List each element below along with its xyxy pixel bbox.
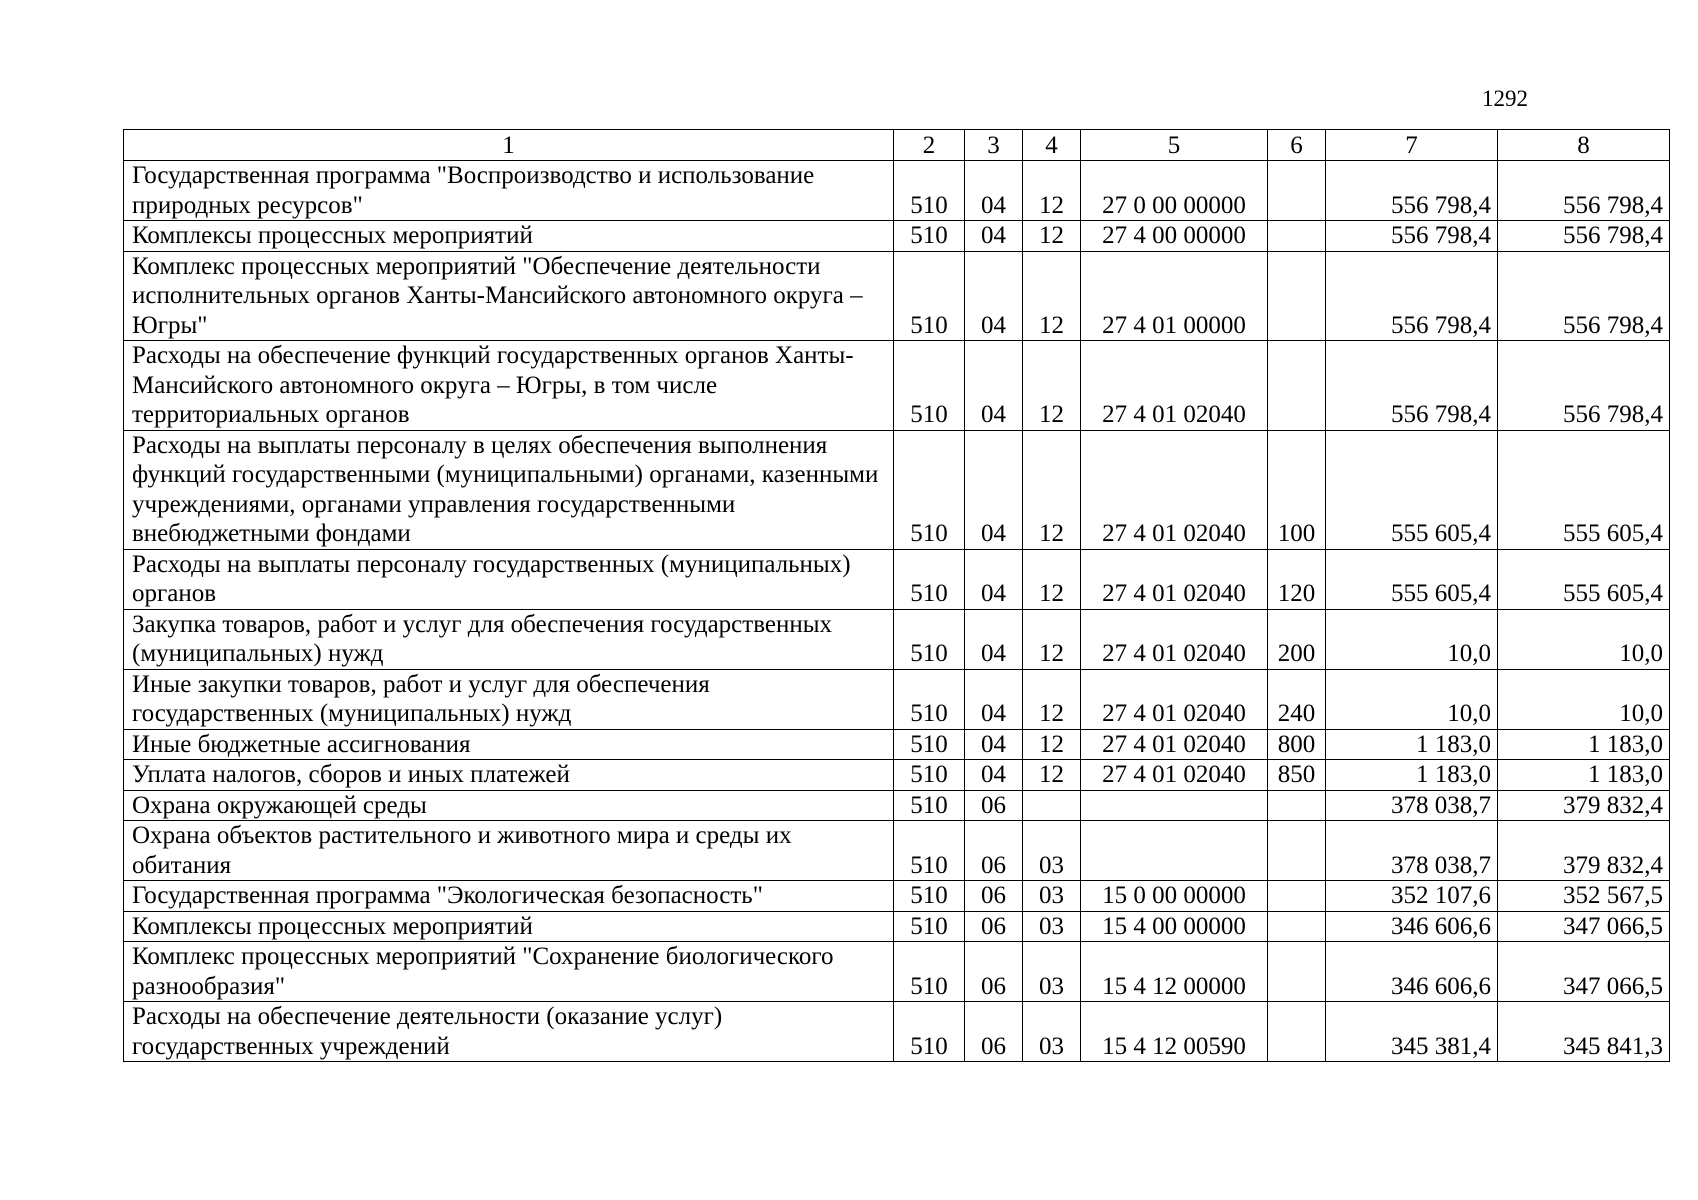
amount-cell-8: 556 798,4 bbox=[1498, 251, 1670, 341]
amount-cell-8: 1 183,0 bbox=[1498, 729, 1670, 760]
table-row bbox=[124, 942, 1670, 1002]
code-cell-5: 15 0 00 00000 bbox=[1081, 881, 1268, 912]
amount-cell-8: 347 066,5 bbox=[1498, 911, 1670, 942]
code-cell-4: 12 bbox=[1023, 609, 1081, 669]
row-name-cell: Государственная программа "Воспроизводство и использование природных ресурсов" bbox=[124, 161, 894, 221]
code-cell-3: 06 bbox=[965, 1002, 1023, 1062]
code-cell-3: 06 bbox=[965, 821, 1023, 881]
code-cell-3: 04 bbox=[965, 161, 1023, 221]
code-cell-5: 27 0 00 00000 bbox=[1081, 161, 1268, 221]
amount-cell-7: 10,0 bbox=[1326, 669, 1498, 729]
amount-cell-8: 379 832,4 bbox=[1498, 790, 1670, 821]
amount-cell-8: 1 183,0 bbox=[1498, 760, 1670, 791]
code-cell-2: 510 bbox=[894, 881, 965, 912]
row-name-cell: Охрана объектов растительного и животного мира и среды их обитания bbox=[124, 821, 894, 881]
amount-cell-7: 345 381,4 bbox=[1326, 1002, 1498, 1062]
code-cell-4: 12 bbox=[1023, 430, 1081, 549]
code-cell-2: 510 bbox=[894, 549, 965, 609]
table-row bbox=[124, 911, 1670, 942]
code-cell-5 bbox=[1081, 790, 1268, 821]
code-cell-5: 15 4 12 00000 bbox=[1081, 942, 1268, 1002]
amount-cell-7: 1 183,0 bbox=[1326, 760, 1498, 791]
code-cell-5: 27 4 01 02040 bbox=[1081, 669, 1268, 729]
code-cell-5: 15 4 00 00000 bbox=[1081, 911, 1268, 942]
header-cell-7: 7 bbox=[1326, 130, 1498, 161]
code-cell-3: 04 bbox=[965, 221, 1023, 252]
header-cell-5: 5 bbox=[1081, 130, 1268, 161]
code-cell-6 bbox=[1268, 1002, 1326, 1062]
code-cell-6: 800 bbox=[1268, 729, 1326, 760]
amount-cell-8: 556 798,4 bbox=[1498, 341, 1670, 431]
code-cell-3: 04 bbox=[965, 760, 1023, 791]
table-row bbox=[124, 161, 1670, 221]
row-name-cell: Закупка товаров, работ и услуг для обеспечения государственных (муниципальных) нужд bbox=[124, 609, 894, 669]
header-cell-6: 6 bbox=[1268, 130, 1326, 161]
amount-cell-7: 555 605,4 bbox=[1326, 430, 1498, 549]
code-cell-3: 06 bbox=[965, 942, 1023, 1002]
code-cell-2: 510 bbox=[894, 1002, 965, 1062]
amount-cell-7: 10,0 bbox=[1326, 609, 1498, 669]
amount-cell-7: 378 038,7 bbox=[1326, 790, 1498, 821]
row-name-cell: Иные закупки товаров, работ и услуг для обеспечения государственных (муниципальных) нужд bbox=[124, 669, 894, 729]
code-cell-4: 12 bbox=[1023, 669, 1081, 729]
code-cell-2: 510 bbox=[894, 430, 965, 549]
code-cell-4: 12 bbox=[1023, 341, 1081, 431]
code-cell-4: 03 bbox=[1023, 821, 1081, 881]
code-cell-6: 100 bbox=[1268, 430, 1326, 549]
code-cell-6 bbox=[1268, 942, 1326, 1002]
amount-cell-7: 346 606,6 bbox=[1326, 942, 1498, 1002]
code-cell-6 bbox=[1268, 161, 1326, 221]
code-cell-4: 03 bbox=[1023, 881, 1081, 912]
code-cell-4 bbox=[1023, 790, 1081, 821]
table-row bbox=[124, 221, 1670, 252]
code-cell-3: 04 bbox=[965, 341, 1023, 431]
amount-cell-8: 379 832,4 bbox=[1498, 821, 1670, 881]
header-cell-2: 2 bbox=[894, 130, 965, 161]
amount-cell-8: 556 798,4 bbox=[1498, 161, 1670, 221]
code-cell-6 bbox=[1268, 881, 1326, 912]
code-cell-5: 27 4 01 02040 bbox=[1081, 430, 1268, 549]
code-cell-6 bbox=[1268, 251, 1326, 341]
code-cell-4: 12 bbox=[1023, 221, 1081, 252]
row-name-cell: Комплекс процессных мероприятий "Обеспечение деятельности исполнительных органов Ханты-Мансийского автономного округа – Югры" bbox=[124, 251, 894, 341]
code-cell-2: 510 bbox=[894, 669, 965, 729]
table-row bbox=[124, 430, 1670, 549]
row-name-cell: Иные бюджетные ассигнования bbox=[124, 729, 894, 760]
table-row bbox=[124, 729, 1670, 760]
page-number: 1292 bbox=[1482, 86, 1528, 111]
code-cell-3: 06 bbox=[965, 881, 1023, 912]
row-name-cell: Расходы на выплаты персоналу в целях обеспечения выполнения функций государственными (муниципальными) органами, казенными учреждениями, органами управления государственными внебюджетными фондами bbox=[124, 430, 894, 549]
header-row bbox=[124, 130, 1670, 161]
code-cell-6 bbox=[1268, 790, 1326, 821]
amount-cell-7: 1 183,0 bbox=[1326, 729, 1498, 760]
header-cell-1: 1 bbox=[124, 130, 894, 161]
row-name-cell: Охрана окружающей среды bbox=[124, 790, 894, 821]
amount-cell-8: 345 841,3 bbox=[1498, 1002, 1670, 1062]
row-name-cell: Государственная программа "Экологическая безопасность" bbox=[124, 881, 894, 912]
amount-cell-8: 347 066,5 bbox=[1498, 942, 1670, 1002]
code-cell-3: 06 bbox=[965, 790, 1023, 821]
code-cell-4: 03 bbox=[1023, 911, 1081, 942]
table-row bbox=[124, 609, 1670, 669]
row-name-cell: Уплата налогов, сборов и иных платежей bbox=[124, 760, 894, 791]
code-cell-6: 200 bbox=[1268, 609, 1326, 669]
code-cell-5: 27 4 01 02040 bbox=[1081, 549, 1268, 609]
code-cell-3: 06 bbox=[965, 911, 1023, 942]
amount-cell-7: 352 107,6 bbox=[1326, 881, 1498, 912]
code-cell-5: 27 4 00 00000 bbox=[1081, 221, 1268, 252]
code-cell-5: 27 4 01 02040 bbox=[1081, 609, 1268, 669]
code-cell-2: 510 bbox=[894, 221, 965, 252]
table-row bbox=[124, 549, 1670, 609]
code-cell-6 bbox=[1268, 911, 1326, 942]
code-cell-3: 04 bbox=[965, 251, 1023, 341]
code-cell-5: 27 4 01 02040 bbox=[1081, 341, 1268, 431]
table-row bbox=[124, 881, 1670, 912]
code-cell-2: 510 bbox=[894, 729, 965, 760]
code-cell-4: 03 bbox=[1023, 942, 1081, 1002]
code-cell-2: 510 bbox=[894, 911, 965, 942]
code-cell-6: 120 bbox=[1268, 549, 1326, 609]
amount-cell-8: 10,0 bbox=[1498, 669, 1670, 729]
header-cell-4: 4 bbox=[1023, 130, 1081, 161]
header-cell-3: 3 bbox=[965, 130, 1023, 161]
code-cell-5: 27 4 01 02040 bbox=[1081, 760, 1268, 791]
code-cell-4: 12 bbox=[1023, 729, 1081, 760]
code-cell-4: 12 bbox=[1023, 760, 1081, 791]
code-cell-6 bbox=[1268, 341, 1326, 431]
code-cell-3: 04 bbox=[965, 669, 1023, 729]
table-row bbox=[124, 790, 1670, 821]
amount-cell-7: 378 038,7 bbox=[1326, 821, 1498, 881]
code-cell-2: 510 bbox=[894, 942, 965, 1002]
code-cell-6 bbox=[1268, 821, 1326, 881]
code-cell-3: 04 bbox=[965, 549, 1023, 609]
code-cell-2: 510 bbox=[894, 790, 965, 821]
code-cell-2: 510 bbox=[894, 609, 965, 669]
code-cell-5: 15 4 12 00590 bbox=[1081, 1002, 1268, 1062]
code-cell-5 bbox=[1081, 821, 1268, 881]
code-cell-5: 27 4 01 00000 bbox=[1081, 251, 1268, 341]
code-cell-3: 04 bbox=[965, 430, 1023, 549]
code-cell-2: 510 bbox=[894, 161, 965, 221]
code-cell-4: 03 bbox=[1023, 1002, 1081, 1062]
amount-cell-7: 555 605,4 bbox=[1326, 549, 1498, 609]
amount-cell-7: 556 798,4 bbox=[1326, 341, 1498, 431]
code-cell-2: 510 bbox=[894, 341, 965, 431]
header-cell-8: 8 bbox=[1498, 130, 1670, 161]
code-cell-6: 240 bbox=[1268, 669, 1326, 729]
amount-cell-8: 555 605,4 bbox=[1498, 549, 1670, 609]
row-name-cell: Расходы на обеспечение функций государственных органов Ханты-Мансийского автономного округа – Югры, в том числе территориальных органов bbox=[124, 341, 894, 431]
table-row bbox=[124, 251, 1670, 341]
row-name-cell: Расходы на выплаты персоналу государственных (муниципальных) органов bbox=[124, 549, 894, 609]
code-cell-4: 12 bbox=[1023, 161, 1081, 221]
code-cell-3: 04 bbox=[965, 609, 1023, 669]
row-name-cell: Комплексы процессных мероприятий bbox=[124, 911, 894, 942]
code-cell-3: 04 bbox=[965, 729, 1023, 760]
row-name-cell: Комплексы процессных мероприятий bbox=[124, 221, 894, 252]
amount-cell-7: 346 606,6 bbox=[1326, 911, 1498, 942]
table-body bbox=[124, 130, 1670, 1062]
amount-cell-8: 10,0 bbox=[1498, 609, 1670, 669]
table-row bbox=[124, 669, 1670, 729]
code-cell-6 bbox=[1268, 221, 1326, 252]
table-row bbox=[124, 760, 1670, 791]
table-row bbox=[124, 341, 1670, 431]
code-cell-2: 510 bbox=[894, 251, 965, 341]
amount-cell-8: 352 567,5 bbox=[1498, 881, 1670, 912]
amount-cell-7: 556 798,4 bbox=[1326, 221, 1498, 252]
table-row bbox=[124, 1002, 1670, 1062]
code-cell-4: 12 bbox=[1023, 251, 1081, 341]
code-cell-2: 510 bbox=[894, 760, 965, 791]
table-row bbox=[124, 821, 1670, 881]
code-cell-5: 27 4 01 02040 bbox=[1081, 729, 1268, 760]
code-cell-2: 510 bbox=[894, 821, 965, 881]
amount-cell-8: 556 798,4 bbox=[1498, 221, 1670, 252]
code-cell-4: 12 bbox=[1023, 549, 1081, 609]
budget-table bbox=[123, 129, 1670, 1062]
row-name-cell: Расходы на обеспечение деятельности (оказание услуг) государственных учреждений bbox=[124, 1002, 894, 1062]
amount-cell-8: 555 605,4 bbox=[1498, 430, 1670, 549]
code-cell-6: 850 bbox=[1268, 760, 1326, 791]
amount-cell-7: 556 798,4 bbox=[1326, 251, 1498, 341]
amount-cell-7: 556 798,4 bbox=[1326, 161, 1498, 221]
row-name-cell: Комплекс процессных мероприятий "Сохранение биологического разнообразия" bbox=[124, 942, 894, 1002]
